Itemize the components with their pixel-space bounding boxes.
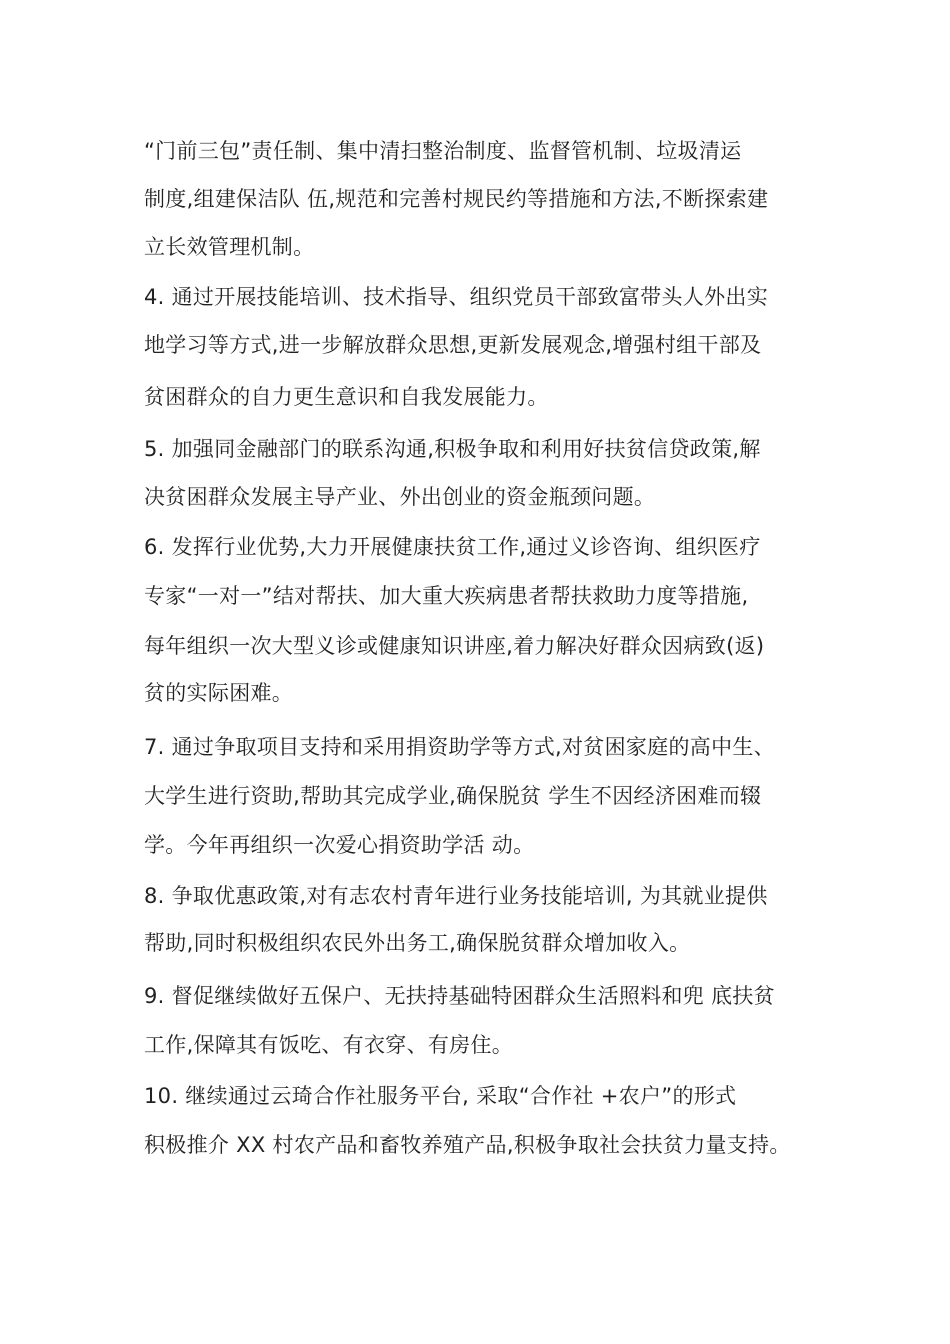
text-line: 大学生进行资助,帮助其完成学业,确保脱贫 学生不因经济困难而辍 [144, 784, 762, 808]
text-line: 学。今年再组织一次爱心捐资助学活 动。 [144, 833, 535, 857]
text-line: 决贫困群众发展主导产业、外出创业的资金瓶颈问题。 [144, 485, 656, 509]
text-line: 制度,组建保洁队 伍,规范和完善村规民约等措施和方法,不断探索建 [144, 187, 769, 211]
text-line: 贫的实际困难。 [144, 681, 294, 705]
text-line: 9. 督促继续做好五保户、无扶持基础特困群众生活照料和兜 底扶贫 [144, 984, 775, 1008]
text-line: “门前三包”责任制、集中清扫整治制度、监督管机制、垃圾清运 [144, 139, 742, 163]
text-line: 帮助,同时积极组织农民外出务工,确保脱贫群众增加收入。 [144, 931, 691, 955]
text-line: 6. 发挥行业优势,大力开展健康扶贫工作,通过义诊咨询、组织医疗 [144, 535, 761, 559]
text-line: 4. 通过开展技能培训、技术指导、组织党员干部致富带头人外出实 [144, 285, 769, 309]
text-line: 每年组织一次大型义诊或健康知识讲座,着力解决好群众因病致(返) [144, 634, 765, 658]
text-line: 7. 通过争取项目支持和采用捐资助学等方式,对贫困家庭的高中生、 [144, 735, 775, 759]
text-line: 8. 争取优惠政策,对有志农村青年进行业务技能培训, 为其就业提供 [144, 884, 768, 908]
text-line: 5. 加强同金融部门的联系沟通,积极争取和利用好扶贫信贷政策,解 [144, 437, 761, 461]
text-line: 立长效管理机制。 [144, 235, 315, 259]
text-line: 贫困群众的自力更生意识和自我发展能力。 [144, 385, 549, 409]
text-line: 地学习等方式,进一步解放群众思想,更新发展观念,增强村组干部及 [144, 333, 762, 357]
text-line: 10. 继续通过云琦合作社服务平台, 采取“合作社 +农户”的形式 [144, 1084, 737, 1108]
text-line: 积极推介 XX 村农产品和畜牧养殖产品,积极争取社会扶贫力量支持。 [144, 1133, 791, 1157]
text-line: 工作,保障其有饭吃、有衣穿、有房住。 [144, 1033, 514, 1057]
text-line: 专家“一对一”结对帮扶、加大重大疾病患者帮扶救助力度等措施, [144, 584, 749, 608]
